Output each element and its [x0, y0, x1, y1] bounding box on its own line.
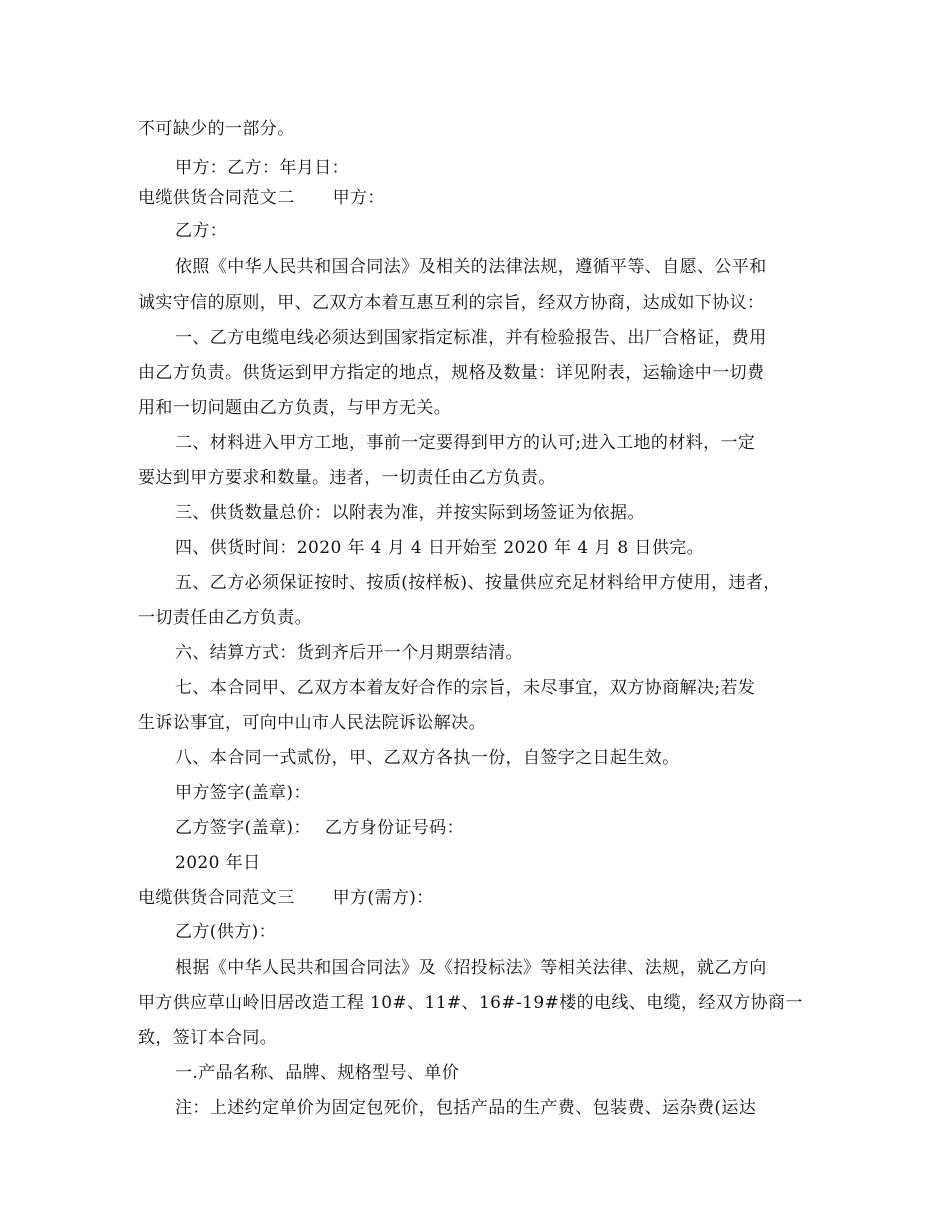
party-b-signature-label: 乙方签字(盖章)：	[175, 818, 311, 838]
text-line: 注：上述约定单价为固定包死价，包括产品的生产费、包装费、运杂费(运达	[175, 1098, 757, 1118]
text-line: 甲方：乙方：年月日：	[175, 158, 349, 178]
text-line: 三、供货数量总价：以附表为准，并按实际到场签证为依据。	[175, 503, 645, 523]
text-line: 用和一切问题由乙方负责，与甲方无关。	[138, 398, 452, 418]
text-line: 甲方签字(盖章)：	[175, 783, 311, 803]
text-line: 一切责任由乙方负责。	[138, 608, 312, 628]
party-a-label: 甲方：	[332, 188, 385, 208]
text-line: 八、本合同一式贰份，甲、乙双方各执一份，自签字之日起生效。	[175, 748, 680, 768]
text-line: 二、材料进入甲方工地，事前一定要得到甲方的认可;进入工地的材料，一定	[175, 433, 756, 453]
contract-heading-line	[138, 887, 818, 909]
text-line: 七、本合同甲、乙双方本着友好合作的宗旨，未尽事宜，双方协商解决;若发	[175, 678, 756, 698]
signature-line	[175, 817, 818, 839]
text-line: 一、乙方电缆电线必须达到国家指定标准，并有检验报告、出厂合格证，费用	[175, 328, 767, 348]
text-line: 四、供货时间：2020 年 4 月 4 日开始至 2020 年 4 月 8 日供完。	[175, 538, 705, 558]
text-line: 五、乙方必须保证按时、按质(按样板)、按量供应充足材料给甲方使用，违者，	[175, 573, 781, 593]
text-line: 乙方(供方)：	[175, 922, 277, 942]
contract-heading-line	[138, 187, 818, 209]
party-b-id-label: 乙方身份证号码：	[324, 818, 465, 838]
section-title: 电缆供货合同范文二	[138, 188, 295, 208]
text-line: 乙方：	[175, 221, 228, 241]
text-line: 不可缺少的一部分。	[138, 119, 295, 139]
text-line: 致，签订本合同。	[138, 1028, 278, 1048]
text-line: 生诉讼事宜，可向中山市人民法院诉讼解决。	[138, 713, 486, 733]
section-title: 电缆供货合同范文三	[138, 888, 295, 908]
text-line: 依照《中华人民共和国合同法》及相关的法律法规，遵循平等、自愿、公平和	[175, 257, 767, 277]
text-line: 根据《中华人民共和国合同法》及《招投标法》等相关法律、法规，就乙方向	[175, 958, 767, 978]
party-a-label: 甲方(需方)：	[332, 888, 434, 908]
text-line: 六、结算方式：货到齐后开一个月期票结清。	[175, 643, 523, 663]
text-line: 一.产品名称、品牌、规格型号、单价	[175, 1063, 460, 1083]
text-line: 要达到甲方要求和数量。违者，一切责任由乙方负责。	[138, 468, 556, 488]
text-line: 甲方供应草山岭旧居改造工程 10#、11#、16#-19#楼的电线、电缆，经双方协商一	[138, 993, 803, 1013]
text-line: 由乙方负责。供货运到甲方指定的地点，规格及数量：详见附表，运输途中一切费	[138, 363, 765, 383]
text-line: 诚实守信的原则，甲、乙双方本着互惠互利的宗旨，经双方协商，达成如下协议：	[138, 293, 765, 313]
date-line: 2020 年日	[175, 853, 261, 873]
